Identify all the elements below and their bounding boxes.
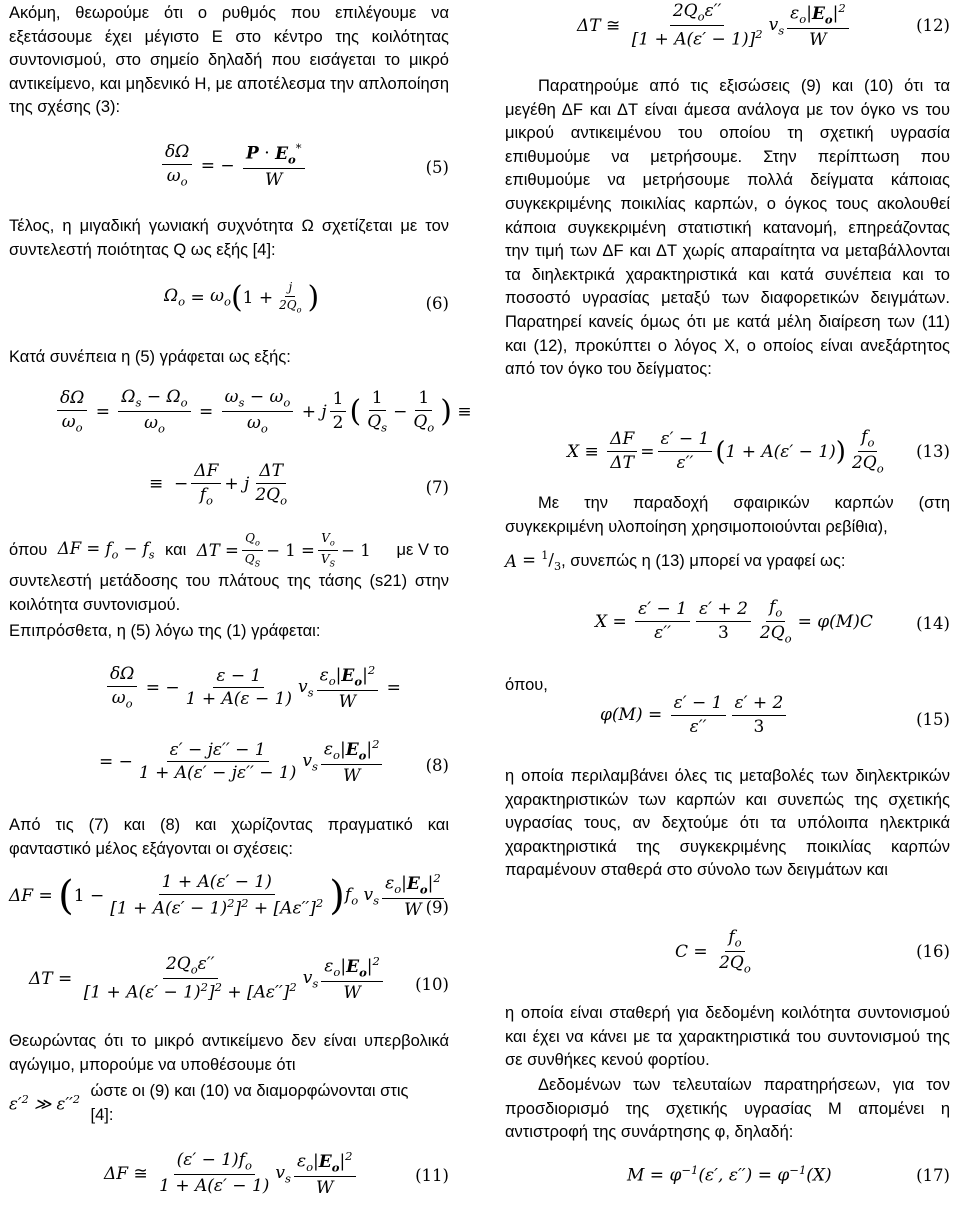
equation-14: X = $\frac{\varepsilon' - 1}{\varepsilon''}$ $\frac{\varepsilon' + 2}{3}$ $\frac{f_o}{2Q_o}$ = φ(M)C (14)	[595, 597, 950, 646]
paragraph-inverse: Δεδομένων των τελευταίων παρατηρήσεων, για τον προσδιορισμό της σχετικής υγρασίας M απομένει η αντιστροφή της συνάρτησης φ, δηλαδή:	[505, 1076, 950, 1142]
paragraph-spherical: Με την παραδοχή σφαιρικών καρπών (στη συγκεκριμένη υλοποίηση χρησιμοποιούνται ρεβίθια),	[505, 494, 950, 536]
with-v-label: με V το	[396, 540, 449, 559]
equation-14-number: (14)	[916, 614, 950, 633]
a-value-line: A = $^1/_3$ , συνεπώς η (13) μπορεί να γραφεί ως:	[505, 549, 846, 573]
equation-15-number: (15)	[916, 710, 950, 729]
where-label: όπου	[9, 540, 48, 559]
paragraph-additionally: Επιπρόσθετα, η (5) λόγω της (1) γράφεται:	[9, 622, 321, 640]
and-label: και	[165, 540, 187, 559]
equation-12: ΔT ≅ $\frac{2Q_o\varepsilon''}{[1 + A(\varepsilon' - 1)]^2}$ $v_s$ $\frac{\varepsilon_o|E_o|^2}{W}$ (12)	[577, 1, 950, 50]
paragraph-conductivity: Θεωρώντας ότι το μικρό αντικείμενο δεν είναι υπερβολικά αγώγιμο, μπορούμε να υποθέσουμε ότι	[9, 1032, 449, 1074]
paragraph-constant: η οποία είναι σταθερή για δεδομένη κοιλότητα συντονισμού και έχει να κάνει με τα χαρακτηριστικά του συντονισμού της σε συνθήκες κενού φορτίου.	[505, 1004, 950, 1070]
paragraph-omega: Τέλος, η μιγαδική γωνιακή συχνότητα Ω σχετίζεται με τον συντελεστή ποιότητας Q ως εξής [4]:	[9, 217, 449, 259]
equation-13: X ≡ $\frac{\Delta F}{\Delta T}$ = $\frac{\varepsilon' - 1}{\varepsilon''}$ ( 1 + A(ε′ − 1) ) $\frac{f_o}{2Q_o}$ (13)	[567, 427, 950, 476]
paragraph-real-imaginary: Από τις (7) και (8) και χωρίζοντας πραγματικό και φανταστικό μέλος εξάγονται οι σχέσεις:	[9, 816, 449, 858]
equation-8-line-2: = − $\frac{\varepsilon' - j\varepsilon'' - 1}{1 + A(\varepsilon' - j\varepsilon'' - 1)}$ $v_s$ $\frac{\varepsilon_o|E_o|^2}{W}$ (8)	[99, 737, 449, 786]
definition-line: όπου $\Delta F = f_o - f_s$ και ΔT = $\frac{Q_o}{Q_S}$ − 1 = $\frac{V_o}{V_S}$ − 1 με V το	[9, 531, 449, 568]
assumption-line: $\varepsilon'^2$ ≫ $\varepsilon''^2$ ώστε οι (9) και (10) να διαμορφώνονται στις [4]:	[9, 1080, 449, 1127]
equation-13-number: (13)	[916, 442, 950, 461]
equation-9-number: (9)	[425, 898, 449, 917]
equation-10: ΔT = $\frac{2Q_o\varepsilon''}{[1 + A(\varepsilon' - 1)^2]^2 + [A\varepsilon'']^2}$ $v_s$ $\frac{\varepsilon_o|E_o|^2}{W}$ (10)	[29, 954, 449, 1003]
equation-8-line-1: $\frac{\delta\Omega}{\omega_o}$ = − $\frac{\varepsilon - 1}{1 + A(\varepsilon - 1)}$ $v_s$ $\frac{\varepsilon_o|E_o|^2}{W}$ =	[9, 664, 449, 728]
equation-12-number: (12)	[916, 16, 950, 35]
equation-7-line-2: ≡ − $\frac{\Delta F}{f_o}$ + j $\frac{\Delta T}{2Q_o}$ (7)	[149, 461, 449, 508]
equation-7-line-1: $\frac{\delta\Omega}{\omega_o}$ = $\frac{\Omega_s - \Omega_o}{\omega_o}$ = $\frac{\omega_s - \omega_o}{\omega_o}$ + j $\frac{1}{2}$ ( $\frac{1}{Q_s}$ − $\frac{1}{Q_o}$ ) ≡	[9, 388, 449, 448]
paragraph-variations: η οποία περιλαμβάνει όλες τις μεταβολές των διηλεκτρικών χαρακτηριστικών των καρπών και συνεπώς της σχετικής υγρασίας τους, αν δεχτούμε ότι τα υπόλοιπα ηλεκτρικά χαρακτηριστικά της συγκεκριμένης ποικιλίας καρπών παραμένουν σταθερά στο σύνολο των δειγμάτων και	[505, 767, 950, 880]
equation-5-number: (5)	[425, 158, 449, 177]
equation-5: $\frac{\delta\Omega}{\omega_o}$ = − $\frac{P \cdot E_o^*}{W}$ (5)	[9, 142, 449, 198]
equation-10-number: (10)	[415, 975, 449, 994]
paragraph-intro: Ακόμη, θεωρούμε ότι ο ρυθμός που επιλέγουμε να εξετάσουμε έχει μέγιστο E στο κέντρο της κοιλότητας συντονισμού, στο σημείο δηλαδή που εισάγεται το μικρό αντικείμενο, και μηδενικό H, με αποτέλεσμα την απλοποίηση της σχέσης (3):	[9, 4, 449, 117]
equation-6: $\Omega_o$ = $\omega_o$ ( 1 + $\frac{j}{2Q_o}$ ) (6)	[164, 279, 449, 315]
equation-16-number: (16)	[916, 942, 950, 961]
paragraph-consequence: Κατά συνέπεια η (5) γράφεται ως εξής:	[9, 348, 291, 366]
equation-7-number: (7)	[425, 478, 449, 497]
assumption-text: ώστε οι (9) και (10) να διαμορφώνονται στις [4]:	[90, 1082, 409, 1124]
where-comma: όπου,	[505, 676, 548, 694]
equation-15: φ(M) = $\frac{\varepsilon' - 1}{\varepsilon''}$ $\frac{\varepsilon' + 2}{3}$ (15)	[600, 693, 950, 737]
equation-17-number: (17)	[916, 1166, 950, 1185]
equation-16: C = $\frac{f_o}{2Q_o}$ (16)	[675, 927, 950, 976]
a-value-text: , συνεπώς η (13) μπορεί να γραφεί ως:	[561, 551, 846, 570]
equation-11-number: (11)	[415, 1166, 449, 1185]
equation-9: ΔF = ( 1 − $\frac{1 + A(\varepsilon' - 1)}{[1 + A(\varepsilon' - 1)^2]^2 + [A\varepsilon'']^2}$ ) $f_o$ $v_s$ $\frac{\varepsilon_o|E_o|^2}{W}$ (9)	[9, 871, 449, 920]
equation-8-number: (8)	[425, 756, 449, 775]
paragraph-observation: Παρατηρούμε από τις εξισώσεις (9) και (10) ότι τα μεγέθη ΔF και ΔT είναι άμεσα ανάλογα με τον όγκο vs του μικρού αντικειμένου του οποίου τη σχετική υγρασία επιθυμούμε να μετρήσουμε. Στην περίπτωση που επιθυμούμε να μετρήσουμε πολλά δείγματα κάποιας συγκεκριμένης ποικιλίας καρπών, ο όγκος τους ακολουθεί κάποια συγκεκριμένη στατιστική κατανομή, επηρεάζοντας την τιμή των ΔF και ΔT χωρίς απαραίτητα να μεταβάλλονται τα διηλεκτρικά χαρακτηριστικά και κατά συνέπεια και το ποσοστό υγρασίας μεταξύ των διαφορετικών δειγμάτων. Παρατηρεί κανείς όμως ότι με κατά μέλη διαίρεση των (11) και (12), προκύπτει ο λόγος X, ο οποίος είναι ανεξάρτητος από τον όγκο του δείγματος:	[505, 77, 950, 379]
equation-6-number: (6)	[425, 294, 449, 313]
paragraph-transmission: συντελεστή μετάδοσης του πλάτους της τάσης (s21) στην κοιλότητα συντονισμού.	[9, 572, 449, 614]
equation-17: $M = \varphi^{-1}(\varepsilon'$, $\varepsilon'') = \varphi^{-1}(X)$ (17)	[627, 1163, 950, 1186]
equation-11: ΔF ≅ $\frac{(\varepsilon' - 1)f_o}{1 + A(\varepsilon' - 1)}$ $v_s$ $\frac{\varepsilon_o|E_o|^2}{W}$ (11)	[104, 1149, 449, 1198]
